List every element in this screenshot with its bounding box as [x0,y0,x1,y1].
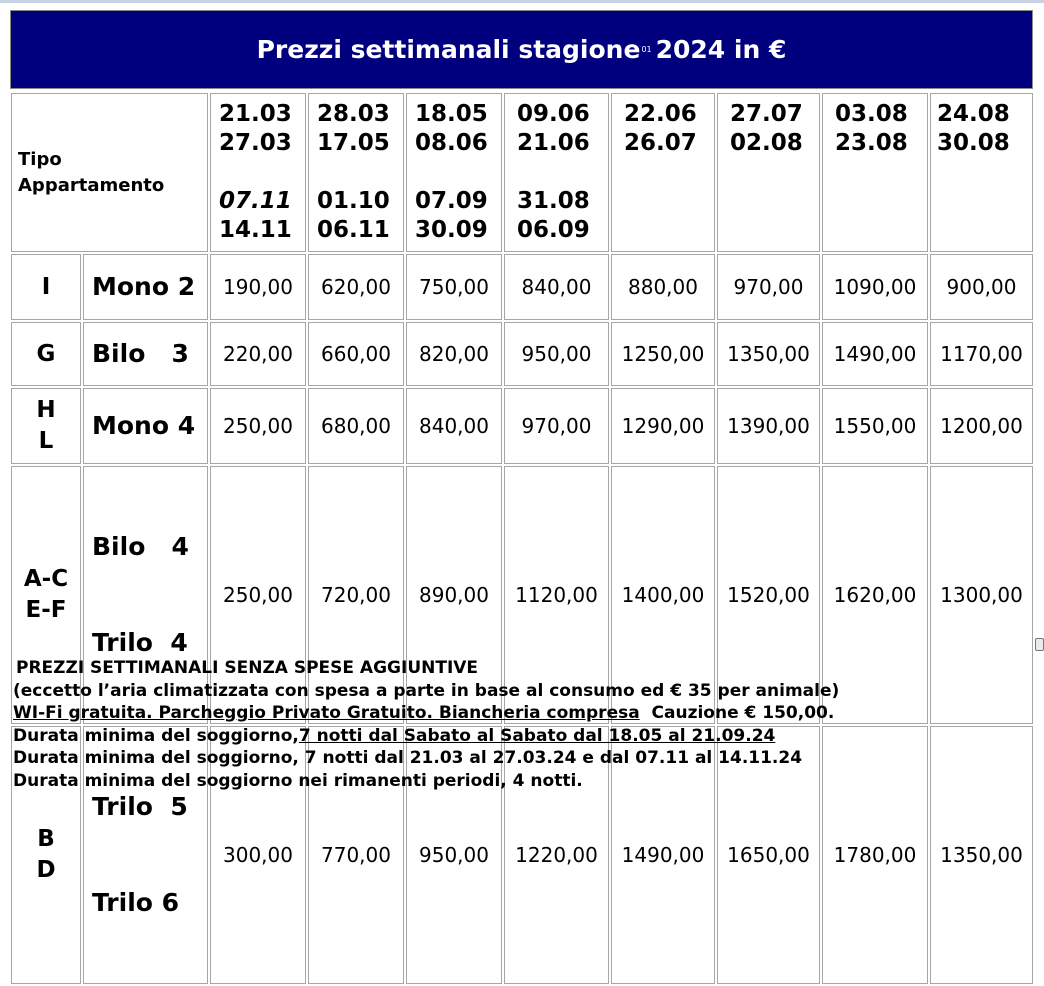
price-cell: 750,00 [406,254,502,320]
header-period-1 [210,93,306,252]
price-cell: 250,00 [210,466,306,724]
table-row [11,254,1033,320]
price-table [9,91,1035,986]
period-date: 08.06 [415,130,488,156]
period-date: 30.08 [937,130,1010,156]
price-cell: 1780,00 [822,726,928,984]
title-year: 2024 in € [655,35,787,64]
price-cell: 1200,00 [930,388,1033,464]
title-superscript: 01 [641,45,652,54]
price-cell: 1120,00 [504,466,609,724]
apartment-type: Mono 4 [83,388,208,464]
header-tipo-line1: Tipo [18,148,62,170]
period-date: 26.07 [624,130,697,156]
price-cell: 1250,00 [611,322,715,386]
price-cell: 1550,00 [822,388,928,464]
period-date: 28.03 [317,101,390,127]
period-date: 30.09 [415,217,488,243]
price-cell: 950,00 [406,726,502,984]
note-line: (eccetto l’aria climatizzata con spesa a parte in base al consumo ed € 35 per animale) [13,680,840,701]
period-date: 22.06 [624,101,697,127]
page-title [10,10,1033,89]
price-cell: 1350,00 [930,726,1033,984]
table-header-row [11,93,1033,252]
note-line: Durata minima del soggiorno nei rimanenti periodi, 4 notti. [13,770,583,791]
note-min-stay-period: 7 notti dal Sabato al Sabato dal 18.05 al 21.09.24 [298,725,776,746]
price-cell: 720,00 [308,466,404,724]
price-cell: 840,00 [504,254,609,320]
price-cell: 880,00 [611,254,715,320]
note-deposit: Cauzione € 150,00. [639,703,835,723]
header-period-2 [308,93,404,252]
period-date: 07.09 [415,188,488,214]
header-tipo-appartamento [11,93,208,252]
header-period-6 [717,93,820,252]
price-cell: 1220,00 [504,726,609,984]
header-tipo-line2: Appartamento [18,174,165,196]
apartment-type: Mono 2 [83,254,208,320]
header-period-7 [822,93,928,252]
price-cell: 970,00 [717,254,820,320]
price-cell: 950,00 [504,322,609,386]
price-cell: 820,00 [406,322,502,386]
image-placeholder-icon [1035,638,1044,651]
note-amenities: WI-Fi gratuita. Parcheggio Privato Gratuito. Biancheria compresa [13,703,640,723]
note-line: Durata minima del soggiorno, 7 notti dal 21.03 al 27.03.24 e dal 07.11 al 14.11.24 [13,748,803,768]
title-main: Prezzi settimanali stagione [256,35,641,64]
header-period-4 [504,93,609,252]
header-period-3 [406,93,502,252]
apartment-code: B D [11,726,81,984]
note-line: PREZZI SETTIMANALI SENZA SPESE AGGIUNTIVE [16,658,479,678]
apartment-code: I [11,254,81,320]
period-date: 27.07 [730,101,803,127]
note-line [13,725,1033,748]
period-date: 03.08 [835,101,908,127]
price-cell: 890,00 [406,466,502,724]
price-cell: 1300,00 [930,466,1033,724]
price-cell: 190,00 [210,254,306,320]
price-cell: 1490,00 [611,726,715,984]
price-cell: 1390,00 [717,388,820,464]
pricing-notes [13,657,1033,792]
period-date: 07.11 [219,188,292,214]
period-date: 24.08 [937,101,1010,127]
price-cell: 620,00 [308,254,404,320]
note-line [13,702,1033,725]
price-cell: 680,00 [308,388,404,464]
period-date: 18.05 [415,101,488,127]
price-cell: 900,00 [930,254,1033,320]
price-cell: 1090,00 [822,254,928,320]
price-cell: 1290,00 [611,388,715,464]
table-row [11,322,1033,386]
period-date: 09.06 [517,101,590,127]
price-cell: 250,00 [210,388,306,464]
period-date: 21.03 [219,101,292,127]
apartment-code: G [11,322,81,386]
period-date: 06.09 [517,217,590,243]
price-cell: 1350,00 [717,322,820,386]
period-date: 06.11 [317,217,390,243]
price-cell: 220,00 [210,322,306,386]
period-date: 31.08 [517,188,590,214]
apartment-type: Trilo 5 Trilo 6 [83,726,208,984]
period-date: 01.10 [317,188,390,214]
apartment-code: A-C E-F [11,466,81,724]
price-cell: 970,00 [504,388,609,464]
period-date: 27.03 [219,130,292,156]
note-min-stay-label: Durata minima del soggiorno, [13,725,299,746]
apartment-type: Bilo 3 [83,322,208,386]
period-date: 23.08 [835,130,908,156]
apartment-type: Bilo 4 Trilo 4 [83,466,208,724]
apartment-code: H L [11,388,81,464]
price-cell: 840,00 [406,388,502,464]
price-cell: 1490,00 [822,322,928,386]
table-row [11,388,1033,464]
price-cell: 1620,00 [822,466,928,724]
header-period-8 [930,93,1033,252]
period-date: 02.08 [730,130,803,156]
price-cell: 1650,00 [717,726,820,984]
header-period-5 [611,93,715,252]
top-border-line [0,0,1044,3]
period-date: 21.06 [517,130,590,156]
period-date: 14.11 [219,217,292,243]
price-cell: 1400,00 [611,466,715,724]
price-cell: 660,00 [308,322,404,386]
period-date: 17.05 [317,130,390,156]
price-cell: 300,00 [210,726,306,984]
price-cell: 1520,00 [717,466,820,724]
price-cell: 1170,00 [930,322,1033,386]
price-cell: 770,00 [308,726,404,984]
